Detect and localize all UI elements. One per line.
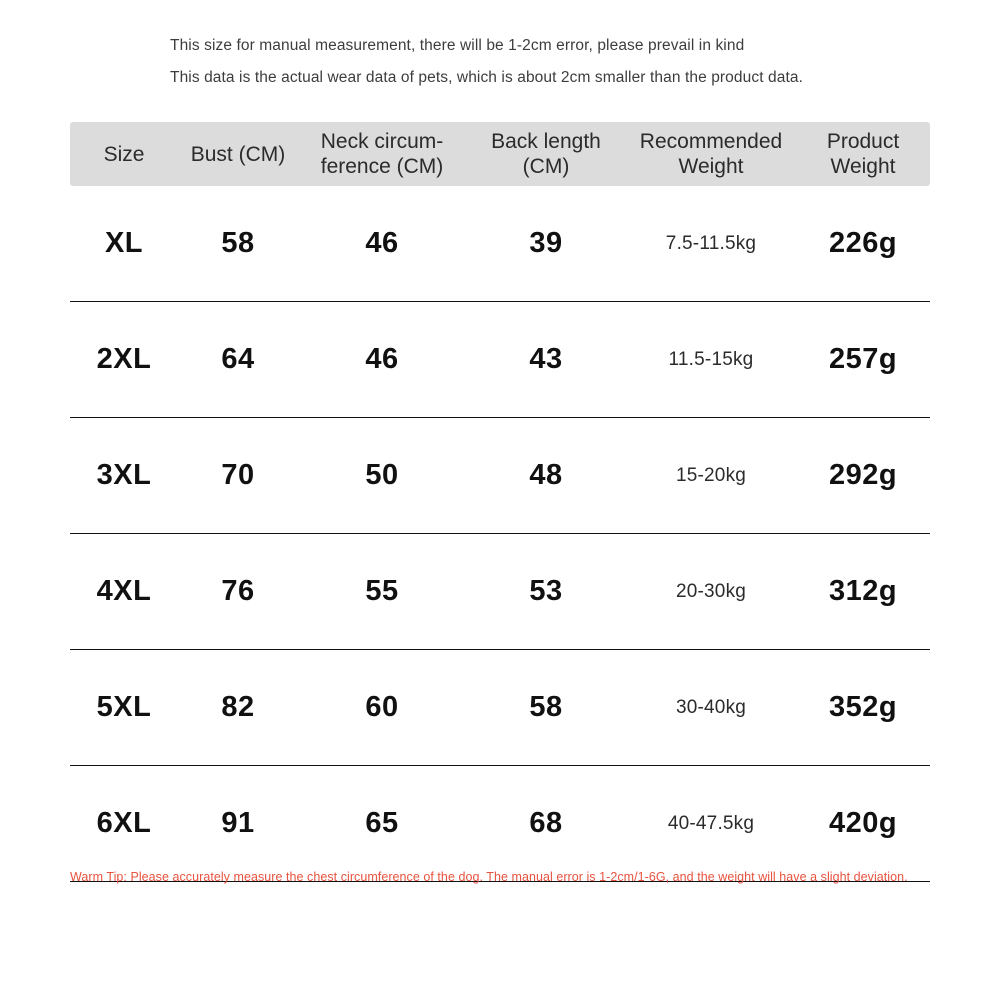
cell-bust: 91 bbox=[178, 766, 298, 882]
cell-back-length: 43 bbox=[466, 302, 626, 418]
table-body bbox=[70, 186, 930, 882]
cell-size: 6XL bbox=[70, 766, 178, 882]
table-row bbox=[70, 302, 930, 418]
cell-bust: 64 bbox=[178, 302, 298, 418]
cell-bust: 76 bbox=[178, 534, 298, 650]
column-header-bust: Bust (CM) bbox=[178, 122, 298, 186]
cell-back-length: 53 bbox=[466, 534, 626, 650]
table-row bbox=[70, 534, 930, 650]
cell-bust: 82 bbox=[178, 650, 298, 766]
header-row bbox=[70, 122, 930, 186]
cell-back-length: 48 bbox=[466, 418, 626, 534]
cell-product-weight: 312g bbox=[796, 534, 930, 650]
table-row bbox=[70, 186, 930, 302]
column-header-back-length: Back length (CM) bbox=[466, 122, 626, 186]
cell-size: 3XL bbox=[70, 418, 178, 534]
cell-recommended-weight: 11.5-15kg bbox=[626, 302, 796, 418]
cell-size: 2XL bbox=[70, 302, 178, 418]
cell-recommended-weight: 40-47.5kg bbox=[626, 766, 796, 882]
cell-back-length: 68 bbox=[466, 766, 626, 882]
column-header-product-weight: Product Weight bbox=[796, 122, 930, 186]
cell-neck: 60 bbox=[298, 650, 466, 766]
intro-notes bbox=[170, 30, 910, 94]
cell-product-weight: 292g bbox=[796, 418, 930, 534]
cell-back-length: 39 bbox=[466, 186, 626, 302]
cell-size: 4XL bbox=[70, 534, 178, 650]
cell-recommended-weight: 30-40kg bbox=[626, 650, 796, 766]
cell-neck: 65 bbox=[298, 766, 466, 882]
column-header-neck: Neck circum-ference (CM) bbox=[298, 122, 466, 186]
cell-recommended-weight: 7.5-11.5kg bbox=[626, 186, 796, 302]
cell-recommended-weight: 15-20kg bbox=[626, 418, 796, 534]
cell-product-weight: 226g bbox=[796, 186, 930, 302]
cell-back-length: 58 bbox=[466, 650, 626, 766]
size-chart-table bbox=[70, 122, 930, 882]
cell-recommended-weight: 20-30kg bbox=[626, 534, 796, 650]
warm-tip-text: Warm Tip: Please accurately measure the chest circumference of the dog. The manual error is 1-2cm/1-6G, and the weight will have a slight deviation. bbox=[70, 870, 908, 884]
column-header-recommended-weight: Recommended Weight bbox=[626, 122, 796, 186]
table-row bbox=[70, 418, 930, 534]
table-row bbox=[70, 766, 930, 882]
column-header-size: Size bbox=[70, 122, 178, 186]
cell-bust: 58 bbox=[178, 186, 298, 302]
cell-size: 5XL bbox=[70, 650, 178, 766]
cell-product-weight: 257g bbox=[796, 302, 930, 418]
cell-neck: 55 bbox=[298, 534, 466, 650]
cell-neck: 46 bbox=[298, 302, 466, 418]
note-line-1: This size for manual measurement, there will be 1-2cm error, please prevail in kind bbox=[170, 37, 745, 54]
table-row bbox=[70, 650, 930, 766]
cell-neck: 50 bbox=[298, 418, 466, 534]
cell-product-weight: 352g bbox=[796, 650, 930, 766]
cell-size: XL bbox=[70, 186, 178, 302]
cell-neck: 46 bbox=[298, 186, 466, 302]
cell-product-weight: 420g bbox=[796, 766, 930, 882]
note-line-2: This data is the actual wear data of pets, which is about 2cm smaller than the product data. bbox=[170, 69, 803, 86]
cell-bust: 70 bbox=[178, 418, 298, 534]
table-header bbox=[70, 122, 930, 186]
